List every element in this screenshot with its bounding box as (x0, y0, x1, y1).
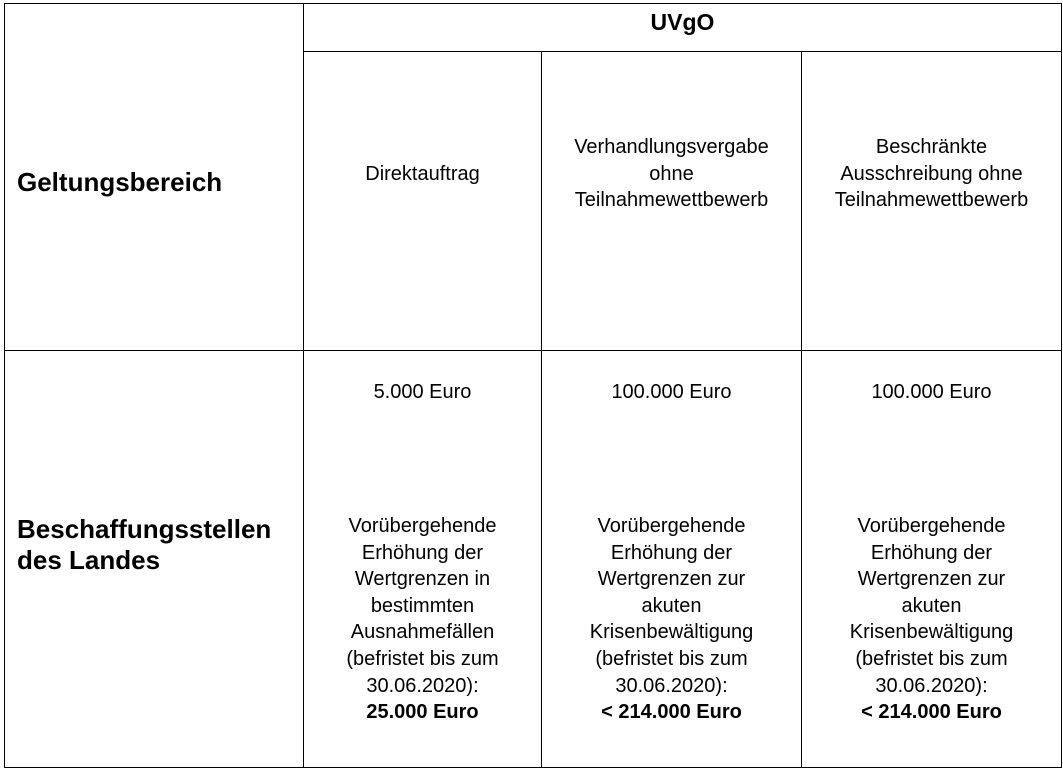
row-divider (4, 350, 1062, 351)
table-border-top (4, 3, 1062, 4)
row-header-geltungsbereich (17, 167, 297, 198)
column-header-line: ohne (649, 162, 694, 185)
row-header-beschaffungsstellen (17, 514, 302, 576)
note-line: akuten (901, 594, 962, 617)
group-header-uvgo (304, 8, 1061, 36)
increased-threshold-value: < 214.000 Euro (601, 701, 742, 724)
table-border-right (1061, 3, 1062, 768)
row-header-line: Beschaffungsstellen (17, 514, 272, 544)
note-line: (befristet bis zum (595, 647, 748, 670)
column-header-verhandlungsvergabe (542, 134, 801, 214)
increased-threshold-value: < 214.000 Euro (861, 701, 1002, 724)
temporary-increase-note-beschraenkte-ausschreibung (802, 513, 1061, 726)
threshold-value-beschraenkte-ausschreibung (802, 379, 1061, 406)
note-line: Krisenbewältigung (849, 621, 1014, 644)
threshold-value-direktauftrag (304, 379, 541, 406)
column-header-line: Teilnahmewettbewerb (834, 189, 1029, 212)
note-line: Ausnahmefällen (350, 621, 495, 644)
note-line: Wertgrenzen in (354, 568, 491, 591)
note-line: (befristet bis zum (346, 647, 499, 670)
note-line: (befristet bis zum (855, 647, 1008, 670)
threshold-value: 100.000 Euro (611, 381, 732, 403)
note-line: Vorübergehende (857, 515, 1006, 537)
note-line: Krisenbewältigung (589, 621, 754, 644)
table-border-bottom (4, 767, 1062, 768)
row-header-label: Geltungsbereich (17, 167, 223, 197)
threshold-value: 5.000 Euro (373, 381, 472, 403)
temporary-increase-note-direktauftrag (304, 513, 541, 726)
note-line: Erhöhung der (361, 541, 484, 564)
group-header-divider (304, 51, 1062, 52)
note-line: 30.06.2020): (615, 674, 728, 697)
note-line: Erhöhung der (610, 541, 733, 564)
note-line: Vorübergehende (348, 515, 497, 537)
column-header-label: Direktauftrag (365, 163, 480, 185)
column-header-beschraenkte-ausschreibung (802, 134, 1061, 214)
threshold-value: 100.000 Euro (871, 381, 992, 403)
column-header-line: Beschränkte (875, 136, 988, 158)
column-header-line: Ausschreibung ohne (840, 162, 1023, 185)
note-line: Erhöhung der (870, 541, 993, 564)
note-line: akuten (641, 594, 702, 617)
temporary-increase-note-verhandlungsvergabe (542, 513, 801, 726)
note-line: Wertgrenzen zur (597, 568, 746, 591)
note-line: bestimmten (370, 594, 475, 617)
column-header-line: Teilnahmewettbewerb (574, 189, 769, 212)
table-border-left (4, 3, 5, 768)
note-line: 30.06.2020): (875, 674, 988, 697)
note-line: Vorübergehende (597, 515, 746, 537)
threshold-value-verhandlungsvergabe (542, 379, 801, 406)
group-header-label: UVgO (650, 9, 715, 35)
note-line: Wertgrenzen zur (857, 568, 1006, 591)
row-header-line: des Landes (17, 545, 161, 575)
column-header-line: Verhandlungsvergabe (574, 136, 769, 158)
increased-threshold-value: 25.000 Euro (366, 701, 479, 724)
note-line: 30.06.2020): (366, 674, 479, 697)
column-header-direktauftrag (304, 161, 541, 188)
